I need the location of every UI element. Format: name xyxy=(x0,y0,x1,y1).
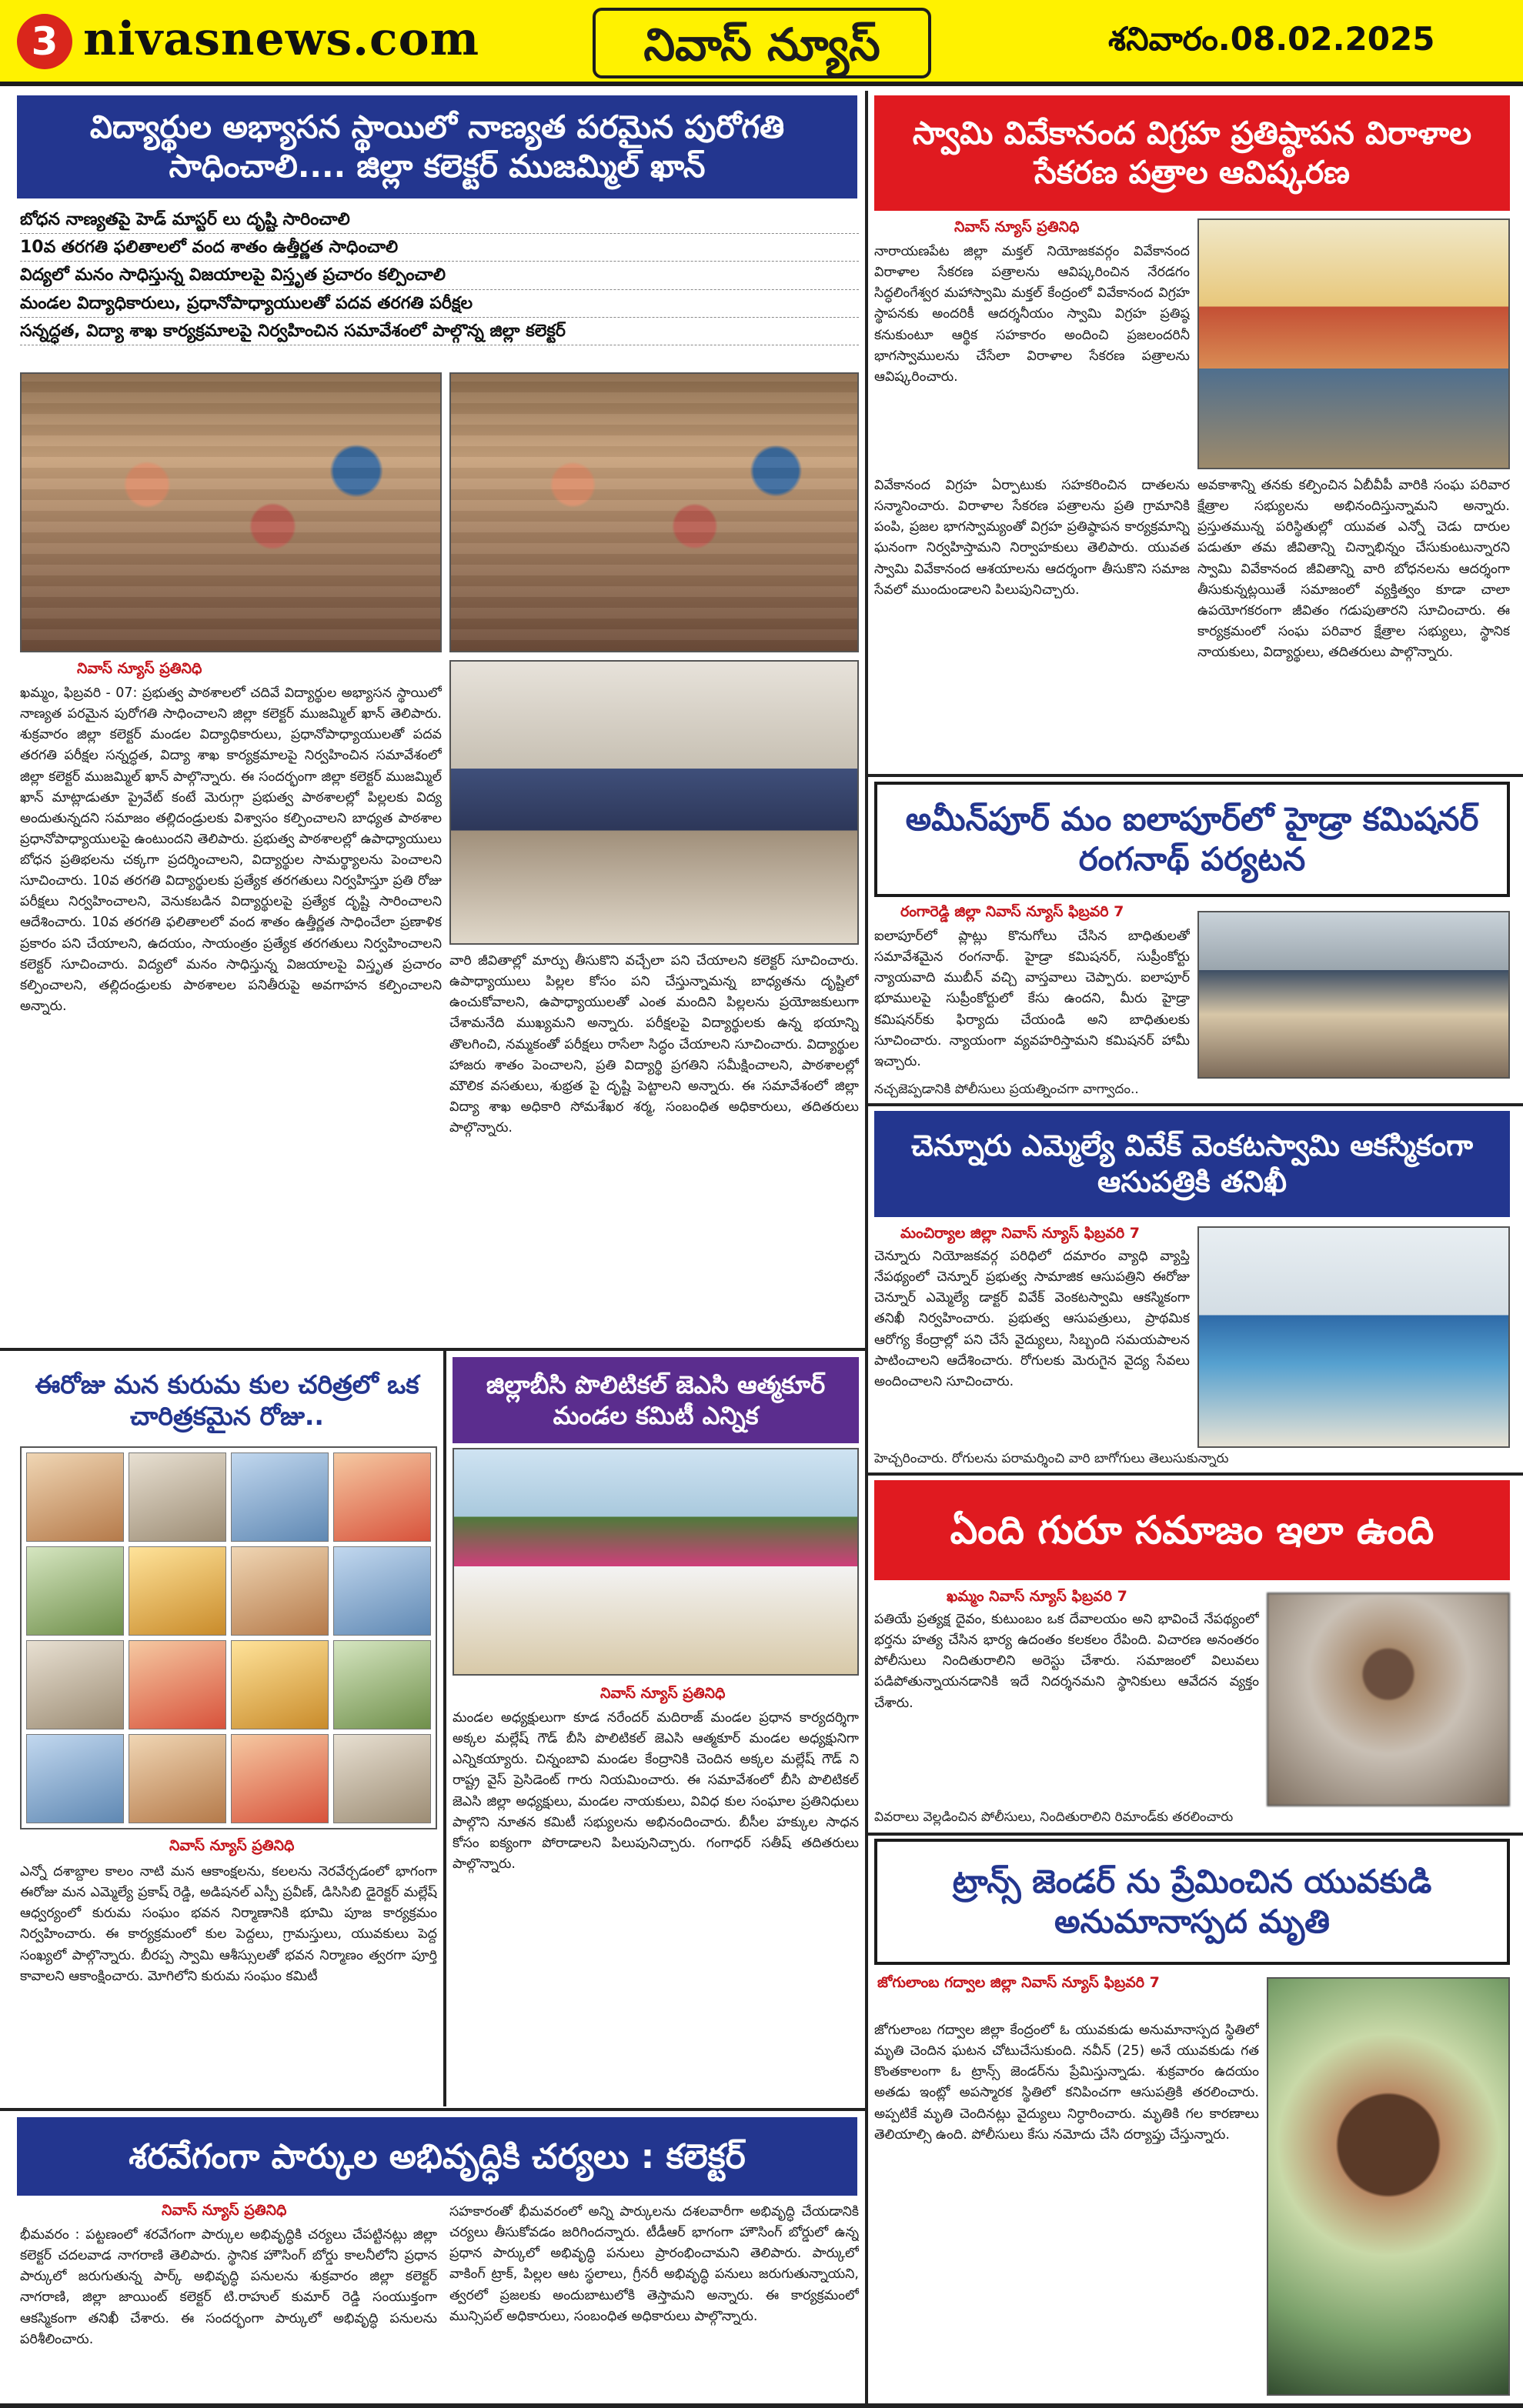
parks-body-continued: సహకారంతో భీమవరంలో అన్ని పార్కులను దశలవారీగా అభివృద్ధి చేయడానికి చర్యలు తీసుకోవడం జరిగిందన్నారు. టీడీఆర్ భాగంగా హౌసింగ్ బోర్డులో ఉన్న ప్రధాన పార్కులో అభివృద్ధి పనులు ప్రారంభించామని తెలిపారు. పార్కులో వాకింగ్ ట్రాక్, పిల్లల ఆట స్థలాలు, గ్రీనరీ అభివృద్ధి పనులు జరుగుతున్నాయని, త్వరలో ప్రజలకు అందుబాటులోకి తెస్తామని అన్నారు. ఈ కార్యక్రమంలో మున్సిపల్ అధికారులు, సంబంధిత అధికారులు పాల్గొన్నారు. xyxy=(449,2204,859,2324)
parks-body: భీమవరం : పట్టణంలో శరవేగంగా పార్కుల అభివృద్ధికి చర్యలు చేపట్టినట్లు జిల్లా కలెక్టర్ చదలవాడ నాగరాణి తెలిపారు. స్థానిక హౌసింగ్ బోర్డు కాలనీలోని ప్రధాన పార్కులో జరుగుతున్న పార్క్ అభివృద్ధి పనులను శుక్రవారం జిల్లా కలెక్టర్ నాగరాణి, జిల్లా జాయింట్ కలెక్టర్ టి.రాహుల్ కుమార్ రెడ్డి సంయుక్తంగా ఆకస్మికంగా తనిఖీ చేశారు. ఈ సందర్భంగా పార్కులో అభివృద్ధి పనులను పరిశీలించారు. xyxy=(20,2227,437,2347)
jac-group-photo xyxy=(453,1448,859,1676)
parks-headline: శరవేగంగా పార్కుల అభివృద్ధికి చర్యలు : కలెక్టర్ xyxy=(17,2117,857,2196)
transgender-headline: ట్రాన్స్ జెండర్ ను ప్రేమించిన యువకుడి అనుమానాస్పద మృతి xyxy=(874,1839,1510,1965)
row-divider xyxy=(868,1833,1523,1836)
vivekananda-byline: నివాస్ న్యూస్ ప్రతినిధి xyxy=(954,218,1080,235)
page-bottom-rule xyxy=(0,2403,1523,2408)
jac-headline: జిల్లాబీసి పొలిటికల్ జెఎసి ఆత్మకూర్ మండల కమిటీ ఎన్నిక xyxy=(453,1357,859,1443)
row-divider xyxy=(868,1103,1523,1106)
collector-subhead: 10వ తరగతి ఫలితాలలో వంద శాతం ఉత్తీర్ణత సాధించాలి xyxy=(20,234,859,262)
collector-subheads xyxy=(20,206,859,368)
collector-subhead: విద్యలో మనం సాధిస్తున్న విజయాలపై విస్తృత ప్రచారం కల్పించాలి xyxy=(20,262,859,289)
hydra-byline: రంగారెడ్డి జిల్లా నివాస్ న్యూస్ ఫిబ్రవరి 7 xyxy=(900,903,1124,920)
collage-photo xyxy=(129,1734,226,1823)
hydra-headline: అమీన్‌పూర్ మం ఐలాపూర్‌లో హైడ్రా కమిషనర్ రంగనాథ్ పర్యటన xyxy=(874,782,1510,897)
vivek-headline: చెన్నూరు ఎమ్మెల్యే వివేక్ వెంకటస్వామి ఆకస్మికంగా ఆసుపత్రికి తనిఖీ xyxy=(874,1111,1510,1217)
collector-meeting-photo xyxy=(449,372,859,652)
collage-photo xyxy=(129,1546,226,1636)
collage-photo xyxy=(333,1734,431,1823)
guru-blurred-photo xyxy=(1267,1593,1510,1806)
vivek-body: చెన్నూరు నియోజకవర్గ పరిధిలో దమారం వ్యాధి వ్యాప్తి నేపథ్యంలో చెన్నూర్ ప్రభుత్వ సామాజిక ఆసుపత్రిని ఈరోజు చెన్నూర్ ఎమ్మెల్యే డాక్టర్ వివేక్ వెంకటస్వామి ఆకస్మికంగా తనిఖీ నిర్వహించారు. ప్రభుత్వ ఆసుపత్రులు, ప్రాథమిక ఆరోగ్య కేంద్రాల్లో పని చేసే వైద్యులు, సిబ్బంది సమయపాలన పాటించాలని ఆదేశించారు. రోగులకు మెరుగైన వైద్య సేవలు అందించాలని సూచించారు. xyxy=(874,1249,1190,1389)
row-divider xyxy=(0,2108,865,2111)
guru-caption: వివరాలు వెల్లడించిన పోలీసులు, నిందితురాలిని రిమాండ్‌కు తరలించారు xyxy=(874,1809,1234,1825)
row-divider xyxy=(868,774,1523,777)
collage-photo xyxy=(26,1546,124,1636)
collector-body: ఖమ్మం, ఫిబ్రవరి - 07: ప్రభుత్వ పాఠశాలలో చదివే విద్యార్థుల అభ్యాసన స్థాయిలో నాణ్యత పరమైన పురోగతి సాధించాలని జిల్లా కలెక్టర్ ముజమ్మిల్ ఖాన్ తెలిపారు. శుక్రవారం జిల్లా కలెక్టర్ మండల విద్యాధికారులు, ప్రధానోపాధ్యాయులతో పదవ తరగతి పరీక్షల సన్నద్ధత, విద్యా శాఖ కార్యక్రమాలపై నిర్వహించిన సమావేశంలో జిల్లా కలెక్టర్ ముజమ్మిల్ ఖాన్ పాల్గొన్నారు. ఈ సందర్భంగా జిల్లా కలెక్టర్ ముజమ్మిల్ ఖాన్ మాట్లాడుతూ ప్రైవేట్ కంటే మెరుగ్గా ప్రభుత్వ పాఠశాలల్లో పిల్లలకు విద్య అందుతున్నదని సమాజం తల్లిదండ్రులకు విశ్వాసం కల్పించాలని బాధ్యత పాఠశాల ప్రధానోపాధ్యాయులపై ఉంటుందని తెలిపారు. ప్రభుత్వ పాఠశాలల్లో ఉపాధ్యాయులు బోధన ప్రతిభలను చక్కగా ప్రదర్శించాలని, విద్యార్థుల సామర్థ్యాలను పెంచాలని సూచించారు. 10వ తరగతి విద్యార్థులకు ప్రత్యేక తరగతులు నిర్వహిస్తూ ప్రతి రోజు పరీక్షలు నిర్వహించాలని, వెనుకబడిన విద్యార్థులపై ప్రత్యేక దృష్టి సారించాలని ఆదేశించారు. 10వ తరగతి ఫలితాలలో వంద శాతం ఉత్తీర్ణత సాధించేలా ప్రణాళిక ప్రకారం పని చేయాలని, ఉదయం, సాయంత్రం ప్రత్యేక తరగతులు నిర్వహించాలని కలెక్టర్ సూచించారు. విద్యలో మనం సాధిస్తున్న విజయాలపై విస్తృత ప్రచారం కల్పించాలని, తల్లిదండ్రులకు పాఠశాలల పనితీరుపై అవగాహన కల్పించాలని అన్నారు. xyxy=(20,685,442,1014)
page-number-badge: 3 xyxy=(17,14,72,69)
collector-meeting-photo xyxy=(20,372,442,652)
transgender-byline: జోగులాంబ గద్వాల జిల్లా నివాస్ న్యూస్ ఫిబ్రవరి 7 xyxy=(877,1974,1160,1991)
column-divider xyxy=(443,1351,446,2106)
collector-subhead: సన్నద్ధత, విద్యా శాఖ కార్యక్రమాలపై నిర్వహించిన సమావేశంలో పాల్గొన్న జిల్లా కలెక్టర్ xyxy=(20,318,859,345)
vivek-hospital-photo xyxy=(1197,1226,1510,1448)
jac-byline: నివాస్ న్యూస్ ప్రతినిధి xyxy=(600,1685,726,1702)
issue-date: శనివారం.08.02.2025 xyxy=(1108,20,1435,58)
vivekananda-photo xyxy=(1197,218,1510,469)
collector-headline: విద్యార్థుల అభ్యాసన స్థాయిలో నాణ్యత పరమైన పురోగతి సాధించాలి.... జిల్లా కలెక్టర్ ముజమ్మిల్ ఖాన్ xyxy=(17,95,857,198)
kuruma-headline: ఈరోజు మన కురుమ కుల చరిత్రలో ఒక చారిత్రకమైన రోజు.. xyxy=(17,1357,437,1443)
column-divider xyxy=(865,91,868,2403)
guru-body: పతియే ప్రత్యక్ష దైవం, కుటుంబం ఒక దేవాలయం అని భావించే నేపథ్యంలో భర్తను హత్య చేసిన భార్య ఉదంతం కలకలం రేపింది. విచారణ అనంతరం పోలీసులు నిందితురాలిని అరెస్టు చేశారు. సమాజంలో విలువలు పడిపోతున్నాయనడానికి ఇదే నిదర్శనమని స్థానికులు ఆవేదన వ్యక్తం చేశారు. xyxy=(874,1612,1259,1711)
parks-byline: నివాస్ న్యూస్ ప్రతినిధి xyxy=(162,2202,287,2219)
collector-subhead: మండల విద్యాధికారులు, ప్రధానోపాధ్యాయులతో పదవ తరగతి పరీక్షల xyxy=(20,290,859,318)
brand-logo: నివాస్ న్యూస్ xyxy=(593,8,931,78)
collage-photo xyxy=(26,1640,124,1729)
transgender-body: జోగులాంబ గద్వాల జిల్లా కేంద్రంలో ఓ యువకుడు అనుమానాస్పద స్థితిలో మృతి చెందిన ఘటన చోటుచేసుకుంది. నవీన్ (25) అనే యువకుడు గత కొంతకాలంగా ఓ ట్రాన్స్ జెండర్‌ను ప్రేమిస్తున్నాడు. శుక్రవారం ఉదయం అతడు ఇంట్లో అపస్మారక స్థితిలో కనిపించగా ఆసుపత్రికి తరలించారు. అప్పటికే మృతి చెందినట్లు వైద్యులు నిర్ధారించారు. మృతికి గల కారణాలు తెలియాల్సి ఉంది. పోలీసులు కేసు నమోదు చేసి దర్యాప్తు చేస్తున్నారు. xyxy=(874,2023,1259,2143)
transgender-portrait-photo xyxy=(1267,1977,1510,2396)
collage-photo xyxy=(231,1640,329,1729)
guru-byline: ఖమ్మం నివాస్ న్యూస్ ఫిబ్రవరి 7 xyxy=(947,1588,1127,1605)
collage-photo xyxy=(129,1640,226,1729)
row-divider xyxy=(868,1472,1523,1476)
hydra-body: ఐలాపూర్‌లో ప్లాట్లు కొనుగోలు చేసిన బాధితులతో సమావేశమైన రంగనాథ్. హైడ్రా కమిషనర్, సుప్రీంకోర్టు న్యాయవాది ముబీన్ వచ్చి వాస్తవాలు చెప్పారు. ఐలాపూర్ భూములపై సుప్రీంకోర్టులో కేసు ఉందని, మీరు హైడ్రా కమిషనర్‌కు ఫిర్యాదు చేయండి అని బాధితులకు సూచించారు. న్యాయంగా వ్యవహరిస్తామని కమిషనర్ హామీ ఇచ్చారు. xyxy=(874,929,1190,1069)
collector-body-continued: వారి జీవితాల్లో మార్పు తీసుకొని వచ్చేలా పని చేయాలని కలెక్టర్ సూచించారు. ఉపాధ్యాయులు పిల్లల కోసం పని చేస్తున్నామన్న బాధ్యతను దృష్టిలో ఉంచుకోవాలని, ఉపాధ్యాయులతో ఎంత మందిని పిల్లలను ప్రయోజకులుగా చేశామనేది ముఖ్యమని అన్నారు. పరీక్షలపై విద్యార్థులకు ఉన్న భయాన్ని తొలగించి, నమ్మకంతో పరీక్షలు రాసేలా సిద్ధం చేయాలని సూచించారు. విద్యార్థుల హాజరు శాతం పెంచాలని, ప్రతి విద్యార్థి ప్రగతిని సమీక్షించాలని, పాఠశాలల్లో మౌలిక వసతులు, శుభ్రత పై దృష్టి పెట్టాలని అన్నారు. ఈ సమావేశంలో జిల్లా విద్యా శాఖ అధికారి సోమశేఖర శర్మ, సంబంధిత అధికారులు, తదితరులు పాల్గొన్నారు. xyxy=(449,953,859,1136)
vivekananda-body-continued: వివేకానంద విగ్రహ ఏర్పాటుకు సహకరించిన దాతలను సన్మానించారు. విరాళాల సేకరణ పత్రాలను ప్రతి గ్రామానికి పంపి, ప్రజల భాగస్వామ్యంతో విగ్రహ ప్రతిష్ఠాపన కార్యక్రమాన్ని ఘనంగా నిర్వహిస్తామని నిర్వాహకులు తెలిపారు. యువత స్వామి వివేకానంద ఆశయాలను ఆదర్శంగా తీసుకొని సమాజ సేవలో ముందుండాలని పిలుపునిచ్చారు. xyxy=(874,478,1190,598)
kuruma-byline: నివాస్ న్యూస్ ప్రతినిధి xyxy=(169,1837,295,1854)
vivek-byline: మంచిర్యాల జిల్లా నివాస్ న్యూస్ ఫిబ్రవరి 7 xyxy=(900,1225,1140,1242)
vivekananda-headline: స్వామి వివేకానంద విగ్రహ ప్రతిష్ఠాపన విరాళాల సేకరణ పత్రాల ఆవిష్కరణ xyxy=(874,95,1510,211)
row-divider xyxy=(0,1348,865,1351)
vivek-caption: హెచ్చరించారు. రోగులను పరామర్శించి వారి బాగోగులు తెలుసుకున్నారు xyxy=(874,1451,1229,1466)
collage-photo xyxy=(231,1734,329,1823)
collage-photo xyxy=(26,1734,124,1823)
vivekananda-body: నారాయణపేట జిల్లా మక్తల్ నియోజకవర్గం వివేకానంద విరాళాల సేకరణ పత్రాలను ఆవిష్కరించిన నేరడగం సిద్ధలింగేశ్వర మహాస్వామి మక్తల్ కేంద్రంలో వివేకానంద విగ్రహ స్థాపనకు అందరికీ ఆదర్శనీయం స్వామి విగ్రహ ప్రతిష్ఠ కనుకుంటూ ఆర్థిక సహకారం అందించి ప్రజలందరినీ భాగస్వాములను చేసేలా విరాళాల సేకరణ పత్రాలను ఆవిష్కరించారు. xyxy=(874,244,1190,385)
website-name: nivasnews.com xyxy=(83,12,480,66)
collage-photo xyxy=(231,1452,329,1542)
jac-body: మండల అధ్యక్షులుగా కూడ నరేందర్ మదిరాజ్ మండల ప్రధాన కార్యదర్శిగా అక్కల మల్లేష్ గౌడ్ బీసి పొలిటికల్ జెఎసి ఆత్మకూర్ మండల అధ్యక్షునిగా ఎన్నికయ్యారు. చిన్నంబావి మండల కేంద్రానికి చెందిన అక్కల మల్లేష్ గౌడ్ ని రాష్ట్ర వైస్ ప్రెసిడెంట్ గారు నియమించారు. ఈ సమావేశంలో బీసి పొలిటికల్ జెఎసి జిల్లా అధ్యక్షులు, మండల నాయకులు, వివిధ కుల సంఘాల ప్రతినిధులు పాల్గొని నూతన కమిటీ సభ్యులను అభినందించారు. బీసీల హక్కుల సాధన కోసం ఐక్యంగా పోరాడాలని పిలుపునిచ్చారు. గంగాధర్ సతీష్ తదితరులు పాల్గొన్నారు. xyxy=(453,1710,859,1872)
collector-stage-photo xyxy=(449,660,859,945)
collage-photo xyxy=(26,1452,124,1542)
collage-photo xyxy=(333,1546,431,1636)
kuruma-body: ఎన్నో దశాబ్దాల కాలం నాటి మన ఆకాంక్షలను, కలలను నెరవేర్చడంలో భాగంగా ఈరోజు మన ఎమ్మెల్యే ప్రకాష్ రెడ్డి, అడిషనల్ ఎస్పీ ప్రవీణ్, డిసిసిబి డైరెక్టర్ మల్లేష్ ఆధ్వర్యంలో కురుమ సంఘం భవన నిర్మాణానికి భూమి పూజ కార్యక్రమం నిర్వహించారు. ఈ కార్యక్రమంలో కుల పెద్దలు, గ్రామస్తులు, యువకులు పెద్ద సంఖ్యలో పాల్గొన్నారు. బీరప్ప స్వామి ఆశీస్సులతో భవన నిర్మాణం త్వరగా పూర్తి కావాలని ఆకాంక్షించారు. మోగిలోని కురుమ సంఘం కమిటీ xyxy=(20,1864,437,1984)
collector-byline: నివాస్ న్యూస్ ప్రతినిధి xyxy=(77,660,202,677)
hydra-photo xyxy=(1197,911,1510,1079)
collage-photo xyxy=(333,1640,431,1729)
collage-photo xyxy=(231,1546,329,1636)
collector-subhead: బోధన నాణ్యతపై హెడ్ మాస్టర్ లు దృష్టి సారించాలి xyxy=(20,206,859,234)
vivekananda-body-right: అవకాశాన్ని తనకు కల్పించిన ఏబీవీపీ వారికి సంఘ పరివార క్షేత్రాల సభ్యులను అభినందిస్తున్నామని అన్నారు. ప్రస్తుతమున్న పరిస్థితుల్లో యువత ఎన్నో చెడు దారుల పడుతూ తమ జీవితాన్ని చిన్నాభిన్నం చేసుకుంటున్నారని స్వామి వివేకానంద జీవితాన్ని వారి బోధనలను ఆదర్శంగా తీసుకున్నట్లయితే సమాజంలో వ్యక్తిత్వం కూడా చాలా ఉపయోగకరంగా జీవితం గడుపుతారని సూచించారు. ఈ కార్యక్రమంలో సంఘ పరివార క్షేత్రాల సభ్యులు, స్థానిక నాయకులు, విద్యార్థులు, తదితరులు పాల్గొన్నారు. xyxy=(1197,478,1510,660)
guru-headline: ఏంది గురూ సమాజం ఇలా ఉంది xyxy=(874,1480,1510,1580)
collage-photo xyxy=(333,1452,431,1542)
hydra-caption: నచ్చజెప్పడానికి పోలీసులు ప్రయత్నించగా వాగ్వాదం.. xyxy=(874,1082,1139,1097)
collage-photo xyxy=(129,1452,226,1542)
kuruma-photo-collage xyxy=(20,1446,437,1829)
